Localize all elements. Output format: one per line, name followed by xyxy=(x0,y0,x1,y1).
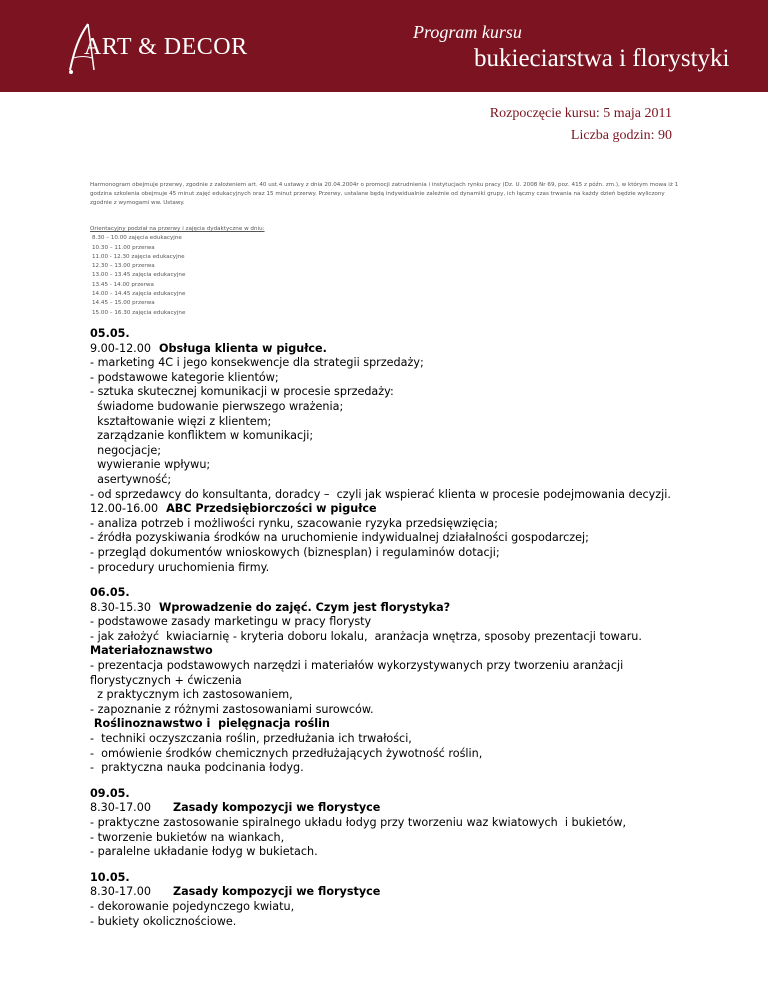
program-line: - omówienie środków chemicznych przedłużających żywotność roślin, xyxy=(90,746,483,760)
session-time: 8.30-15.30 xyxy=(90,600,151,614)
session-title: Wprowadzenie do zajęć. Czym jest florystyka? xyxy=(158,600,451,614)
session-title: ABC Przedsiębiorczości w pigułce xyxy=(166,502,377,516)
program-line: z praktycznym ich zastosowaniem, xyxy=(90,688,293,702)
course-hours: Liczba godzin: 90 xyxy=(570,128,672,143)
session-header xyxy=(90,801,700,816)
program-line: - podstawowe kategorie klientów; xyxy=(90,370,279,384)
day-section xyxy=(90,327,700,575)
day-section xyxy=(90,787,700,860)
session-header xyxy=(90,342,700,357)
schedule-row: 14.45 – 15.00 przerwa xyxy=(92,300,155,307)
day-section xyxy=(90,586,700,776)
break-schedule xyxy=(90,225,265,318)
session-time: 8.30-17.00 xyxy=(90,885,151,899)
topic-heading: Roślinoznawstwo i pielęgnacja roślin xyxy=(90,717,330,731)
schedule-row: 12.30 – 13.00 przerwa xyxy=(92,263,155,270)
course-program xyxy=(90,327,700,940)
program-line: asertywność; xyxy=(90,472,172,486)
program-line: - praktyczna nauka podcinania łodyg. xyxy=(90,761,304,775)
day-date: 10.05. xyxy=(90,870,130,884)
program-line: - sztuka skutecznej komunikacji w procesie sprzedaży: xyxy=(90,385,394,399)
schedule-row: 14.00 – 14.45 zajęcia edukacyjne xyxy=(92,291,186,298)
schedule-row: 11.00 - 12.30 zajęcia edukacyjne xyxy=(92,253,185,260)
logo-text: ART & DECOR xyxy=(84,34,248,60)
program-line: - jak założyć kwiaciarnię - kryteria doboru lokalu, aranżacja wnętrza, sposoby prezentacji towaru. xyxy=(90,629,642,643)
schedule-row: 10.30 – 11.00 przerwa xyxy=(92,244,155,251)
day-date: 05.05. xyxy=(90,327,130,340)
program-line: negocjacje; xyxy=(90,443,162,457)
program-line: - analiza potrzeb i możliwości rynku, szacowanie ryzyka przedsięwzięcia; xyxy=(90,516,498,530)
program-line: - przegląd dokumentów wnioskowych (biznesplan) i regulaminów dotacji; xyxy=(90,545,500,559)
program-line: - bukiety okolicznościowe. xyxy=(90,914,237,928)
topic-heading: Materiałoznawstwo xyxy=(90,644,213,658)
session-header xyxy=(90,601,700,616)
session-title: Zasady kompozycji we florystyce xyxy=(172,801,381,815)
program-title: bukieciarstwa i florystyki xyxy=(474,45,730,72)
program-line: - paralelne układanie łodyg w bukietach. xyxy=(90,845,318,859)
program-line: kształtowanie więzi z klientem; xyxy=(90,414,272,428)
program-line: - podstawowe zasady marketingu w pracy florysty xyxy=(90,615,372,629)
program-line: świadome budowanie pierwszego wrażenia; xyxy=(90,399,344,413)
schedule-row: 8.30 – 10.00 zajęcia edukacyjne xyxy=(92,235,182,242)
program-line: wywieranie wpływu; xyxy=(90,458,211,472)
program-line: - tworzenie bukietów na wiankach, xyxy=(90,830,285,844)
program-line: - dekorowanie pojedynczego kwiatu, xyxy=(90,899,295,913)
header-banner xyxy=(0,0,768,92)
schedule-row: 13.45 - 14.00 przerwa xyxy=(92,281,154,288)
session-time: 8.30-17.00 xyxy=(90,801,151,815)
program-label: Program kursu xyxy=(413,22,522,42)
day-section xyxy=(90,871,700,929)
day-date: 06.05. xyxy=(90,586,130,600)
program-line: - źródła pozyskiwania środków na uruchomienie indywidualnej działalności gospodarczej; xyxy=(90,531,589,545)
session-title: Zasady kompozycji we florystyce xyxy=(172,885,381,899)
program-line: - od sprzedawcy do konsultanta, doradcy – czyli jak wspierać klienta w procesie podejmowania decyzji. xyxy=(90,487,671,501)
program-line: - zapoznanie z różnymi zastosowaniami surowców. xyxy=(90,702,374,716)
legal-note: Harmonogram obejmuje przerwy, zgodnie z założeniem art. 40 ust.4 ustawy z dnia 20.04.2004r o promocji zatrudnienia i instytucjach rynku pracy (Dz. U. 2008 Nr 69, poz. 415 z późn. zm.), w którym mowa iż 1 godzina szkolenia obejmuje 45 minut zajęć edukacyjnych oraz 15 minut przerwy. Przerwy, ustalane będą indywidualnie zależnie od dynamiki grupy, ich łączny czas trwania na każdy dzień będzie wyliczony zgodnie z wymogami ww. Ustawy. xyxy=(90,182,679,206)
program-line: - procedury uruchomienia firmy. xyxy=(90,560,270,574)
session-title: Obsługa klienta w pigułce. xyxy=(158,341,327,355)
session-time: 9.00-12.00 xyxy=(90,341,151,355)
program-line: zarządzanie konfliktem w komunikacji; xyxy=(90,429,314,443)
session-header xyxy=(90,502,700,517)
program-line: - praktyczne zastosowanie spiralnego układu łodyg przy tworzeniu waz kwiatowych i bukietów, xyxy=(90,816,627,829)
schedule-row: 15.00 – 16.30 zajęcia edukacyjne xyxy=(92,309,186,316)
program-line: - marketing 4C i jego konsekwencje dla strategii sprzedaży; xyxy=(90,356,424,370)
session-time: 12.00-16.00 xyxy=(90,502,159,516)
program-line: - techniki oczyszczania roślin, przedłużania ich trwałości, xyxy=(90,732,412,746)
program-line: - prezentacja podstawowych narzędzi i materiałów wykorzystywanych przy tworzeniu aranżacji florystycznych + ćwiczenia xyxy=(90,659,624,687)
session-header xyxy=(90,885,700,900)
schedule-row: 13.00 – 13.45 zajęcia edukacyjne xyxy=(92,272,186,279)
schedule-title: Orientacyjny podział na przerwy i zajęcia dydaktyczne w dniu: xyxy=(90,226,265,232)
day-date: 09.05. xyxy=(90,786,130,800)
course-start: Rozpoczęcie kursu: 5 maja 2011 xyxy=(489,106,672,121)
